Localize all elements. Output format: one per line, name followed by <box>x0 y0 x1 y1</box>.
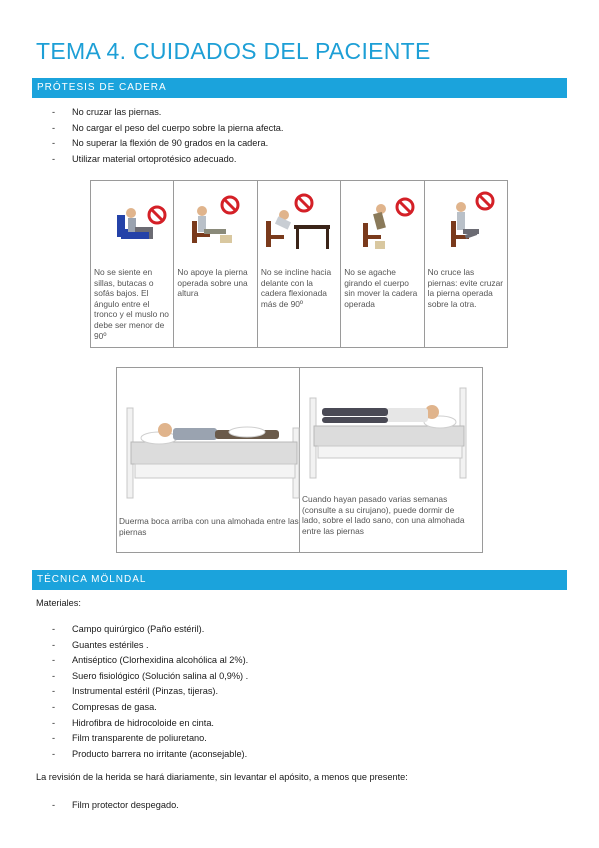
panel-caption: Cuando hayan pasado varias semanas (consulte a su cirujano), puede dormir de lado, sobre el lado sano, con una almohada entre las piernas <box>302 494 465 536</box>
list-item: - Campo quirúrgico (Paño estéril). <box>52 624 205 634</box>
panel-leg-raised <box>174 181 257 347</box>
panel-caption: No se siente en sillas, butacas o sofás bajos. El ángulo entre el tronco y el muslo no debe ser menor de 90º <box>94 267 169 341</box>
bed-side-lying-illustration <box>300 368 476 488</box>
person-crossed-legs-illustration <box>425 181 506 265</box>
panel-lean-forward <box>258 181 341 347</box>
protesis-bullet-list <box>52 105 283 167</box>
panel-low-seat <box>91 181 174 347</box>
panel-twist-bend <box>341 181 424 347</box>
person-leaning-table-illustration <box>258 181 343 265</box>
person-low-chair-illustration <box>91 181 177 265</box>
materials-list <box>52 622 248 762</box>
list-item: - Compresas de gasa. <box>52 701 157 712</box>
list-item: - No cargar el peso del cuerpo sobre la pierna afecta. <box>52 122 284 133</box>
list-item: - Film transparente de poliuretano. <box>52 733 207 744</box>
panel-caption: No apoye la pierna operada sobre una altura <box>177 267 248 299</box>
panel-caption: No se agache girando el cuerpo sin mover la cadera operada <box>344 267 418 309</box>
panel-caption: No cruce las piernas: evite cruzar la pierna operada sobre la otra. <box>427 267 504 309</box>
list-item: - Guantes estériles . <box>52 639 149 650</box>
conditions-list <box>52 798 179 814</box>
person-bending-illustration <box>341 181 427 265</box>
bed-supine-illustration <box>117 368 306 508</box>
sleep-positions-figure <box>116 367 483 553</box>
panel-sleep-back <box>117 368 300 552</box>
section-heading-protesis: PRÓTESIS DE CADERA <box>32 78 567 98</box>
list-item: - Film protector despegado. <box>52 800 179 810</box>
list-item: - Antiséptico (Clorhexidina alcohólica al 2%). <box>52 655 249 666</box>
list-item: - Suero fisiológico (Solución salina al 0,9%) . <box>52 670 249 681</box>
panel-cross-legs <box>425 181 507 347</box>
revision-paragraph: La revisión de la herida se hará diariamente, sin levantar el apósito, a menos que presente: <box>36 772 408 782</box>
list-item: - Instrumental estéril (Pinzas, tijeras). <box>52 686 219 697</box>
hip-precautions-figure <box>90 180 508 348</box>
panel-sleep-side <box>300 368 482 552</box>
panel-caption: Duerma boca arriba con una almohada entre las piernas <box>119 516 299 537</box>
person-leg-raised-illustration <box>174 181 251 265</box>
materials-label: Materiales: <box>36 598 81 608</box>
list-item: - No cruzar las piernas. <box>52 107 162 117</box>
panel-caption: No se incline hacia delante con la cadera flexionada más de 90º <box>260 267 332 309</box>
section-heading-molndal: TÉCNICA MÖLNDAL <box>32 570 567 590</box>
list-item: - Hidrofibra de hidrocoloide en cinta. <box>52 717 214 728</box>
page-title: TEMA 4. CUIDADOS DEL PACIENTE <box>36 38 431 64</box>
list-item: - Producto barrera no irritante (aconsejable). <box>52 748 248 759</box>
list-item: - Utilizar material ortoprotésico adecuado. <box>52 153 237 164</box>
list-item: - No superar la flexión de 90 grados en la cadera. <box>52 138 269 149</box>
